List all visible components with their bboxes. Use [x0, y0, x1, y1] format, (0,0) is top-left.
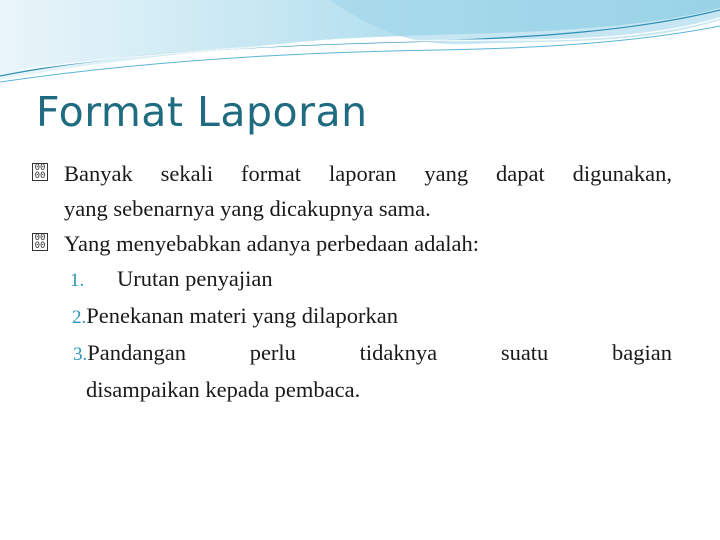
list-item-1 — [30, 261, 672, 298]
bullet-1 — [30, 156, 672, 191]
list-item-2-number: 2. — [72, 307, 87, 328]
slide-content — [30, 156, 672, 407]
missing-glyph-icon: 00 00 — [32, 163, 48, 181]
list-item-3-word-4: suatu — [500, 340, 549, 365]
list-item-1-number: 1. — [70, 270, 85, 291]
slide-title: Format Laporan — [36, 88, 368, 136]
list-item-2 — [30, 298, 672, 335]
missing-glyph-icon: 00 00 — [32, 233, 48, 251]
list-item-3-word-2: perlu — [249, 340, 296, 365]
list-item-3-word-3: tidaknya — [359, 340, 438, 365]
header-wave-decoration — [0, 0, 720, 90]
list-item-3-word-5: bagian — [612, 340, 672, 365]
list-item-2-text: Penekanan materi yang dilaporkan — [86, 303, 399, 328]
bullet-1-line-2: yang sebenarnya yang dicakupnya sama. — [64, 196, 431, 221]
list-item-3 — [30, 335, 672, 372]
list-item-3-number: 3. — [73, 344, 88, 365]
bullet-2-line-1: Yang menyebabkan adanya perbedaan adalah: — [64, 231, 480, 256]
list-item-3-continuation: disampaikan kepada pembaca. — [86, 377, 361, 402]
list-item-1-text: Urutan penyajian — [117, 266, 273, 291]
list-item-3-word-1: Pandangan — [87, 340, 186, 365]
bullet-2 — [30, 226, 672, 261]
bullet-1-line-1: Banyak sekali format laporan yang dapat digunakan, — [64, 161, 672, 186]
